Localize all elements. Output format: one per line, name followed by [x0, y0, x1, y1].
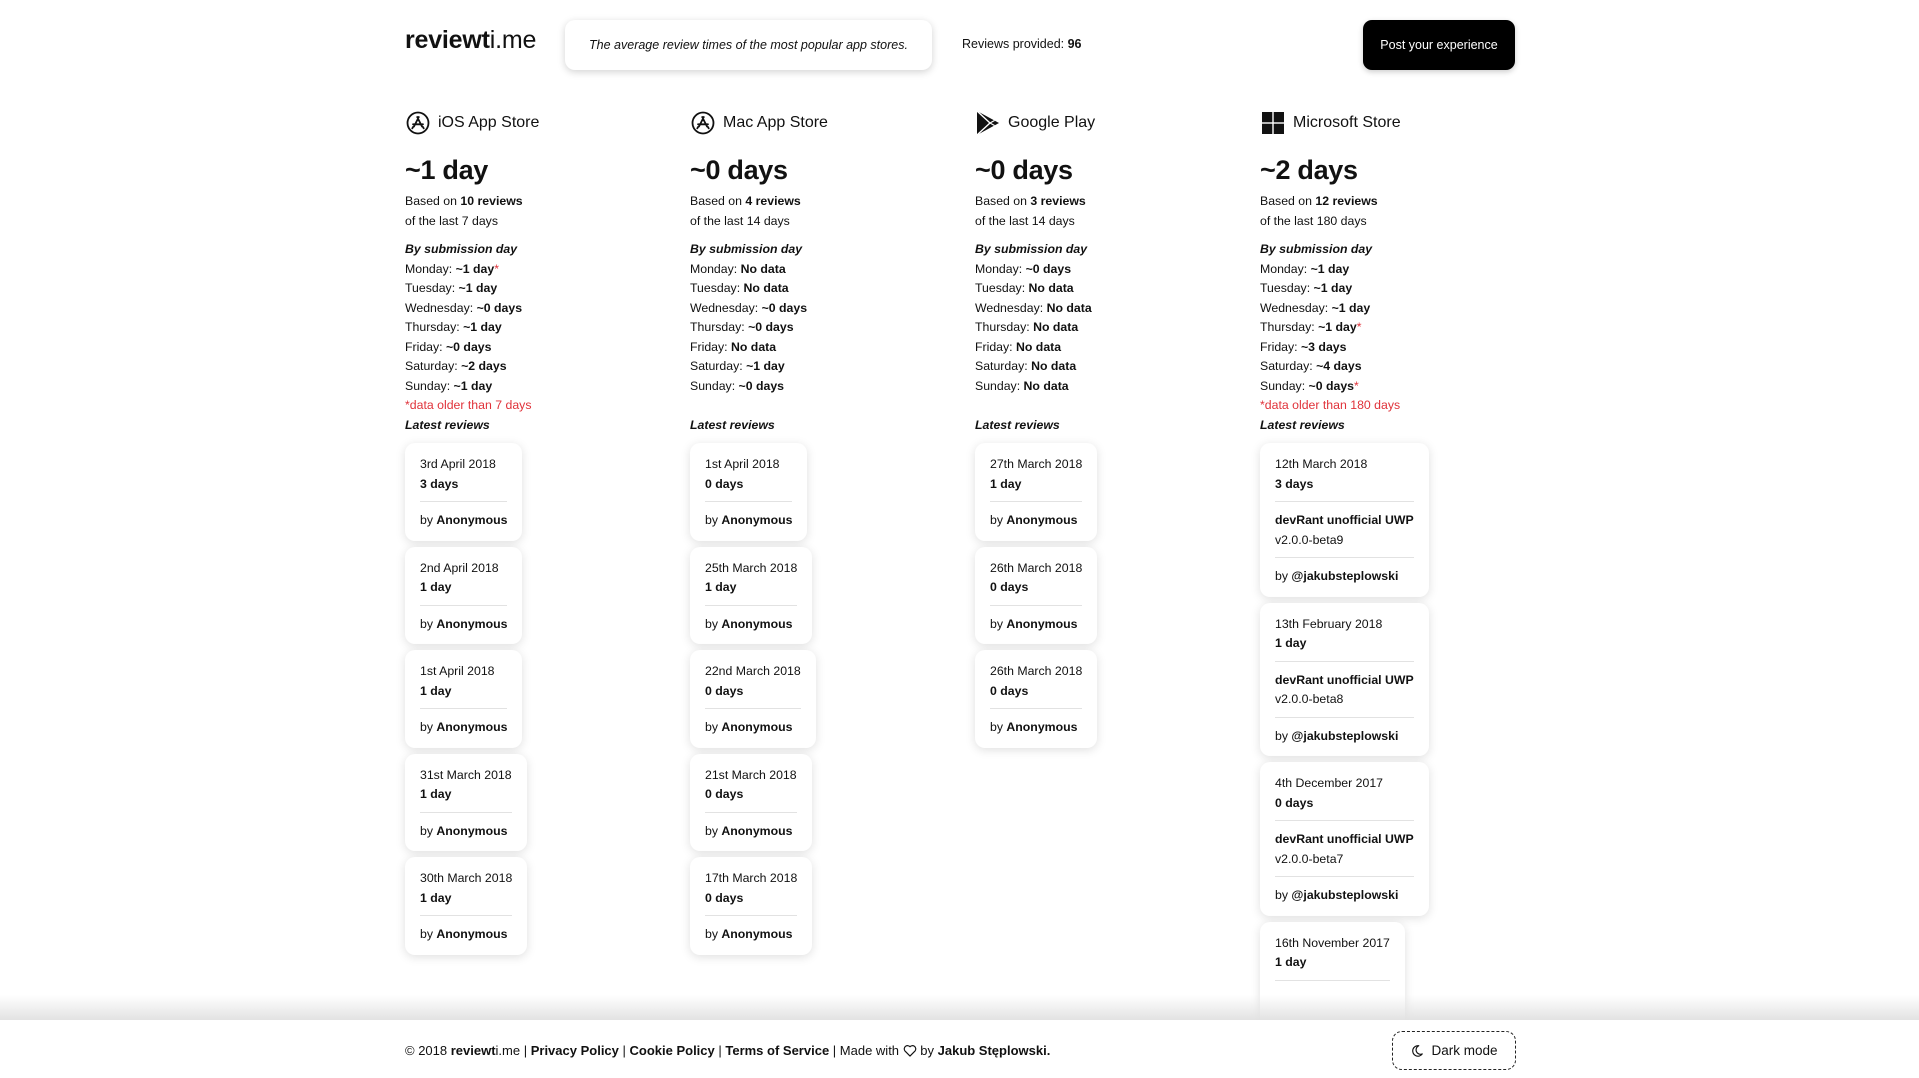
review-date: 17th March 2018	[705, 871, 798, 885]
data-age-note: *data older than 180 days	[1260, 398, 1401, 412]
review-duration: 0 days	[990, 683, 1029, 698]
day-row: Sunday: ~1 day	[405, 378, 493, 393]
average-review-time: ~0 days	[690, 155, 788, 185]
review-basis: Based on 12 reviews of the last 180 days	[1260, 194, 1378, 228]
day-row: Friday: ~3 days	[1260, 339, 1347, 354]
day-row: Wednesday: No data	[975, 300, 1092, 315]
review-list	[405, 443, 665, 955]
review-date: 30th March 2018	[420, 871, 513, 885]
store-column-ios	[405, 108, 665, 955]
divider	[420, 605, 507, 606]
review-card[interactable]	[1260, 603, 1429, 757]
app-name: devRant unofficial UWP	[1275, 672, 1414, 687]
day-row: Friday: No data	[975, 339, 1062, 354]
review-duration: 1 day	[420, 787, 452, 801]
day-row: Sunday: ~0 days	[690, 378, 785, 393]
review-author: by @jakubsteplowski	[1275, 888, 1399, 902]
latest-reviews-heading: Latest reviews	[405, 417, 490, 432]
footer-shadow	[0, 995, 1919, 1020]
latest-reviews-heading: Latest reviews	[1260, 417, 1345, 432]
review-duration: 1 day	[1275, 955, 1307, 969]
app-name: devRant unofficial UWP	[1275, 832, 1414, 846]
review-card[interactable]	[690, 754, 812, 852]
footer-brand[interactable]: reviewti.me	[450, 1043, 521, 1058]
review-date: 27th March 2018	[990, 457, 1083, 471]
divider	[420, 501, 507, 502]
store-header	[1260, 108, 1520, 138]
divider	[705, 812, 797, 813]
review-date: 12th March 2018	[1275, 457, 1368, 471]
review-list	[690, 443, 950, 955]
divider	[1275, 876, 1414, 877]
review-duration: 1 day	[705, 580, 737, 594]
review-date: 3rd April 2018	[420, 457, 496, 471]
footer-text: © 2018 reviewti.me | Privacy Policy | Cookie Policy | Terms of Service | Made with by Jakub Stęplowski.	[405, 1043, 1051, 1058]
divider	[1275, 501, 1414, 502]
day-row: Sunday: No data	[975, 378, 1069, 393]
review-duration: 0 days	[705, 476, 744, 491]
divider	[1275, 717, 1414, 718]
day-row: Tuesday: ~1 day	[1260, 281, 1353, 295]
divider	[990, 501, 1082, 502]
day-row: Thursday: ~0 days	[690, 320, 794, 334]
divider	[1275, 557, 1414, 558]
divider	[420, 708, 507, 709]
review-card[interactable]	[975, 650, 1097, 748]
review-card[interactable]	[690, 857, 812, 955]
post-experience-button[interactable]: Post your experience	[1363, 20, 1515, 70]
store-column-google-play	[975, 108, 1235, 748]
by-submission-day-heading: By submission day	[1260, 242, 1373, 256]
divider	[1275, 980, 1390, 981]
review-date: 22nd March 2018	[705, 664, 801, 678]
review-date: 26th March 2018	[990, 664, 1083, 678]
latest-reviews-heading: Latest reviews	[690, 417, 775, 432]
store-name: Microsoft Store	[1293, 114, 1401, 131]
day-row: Thursday: ~1 day*	[1260, 320, 1362, 334]
divider	[1275, 820, 1414, 821]
review-author: by Anonymous	[705, 720, 793, 734]
review-card[interactable]	[975, 443, 1097, 541]
app-name: devRant unofficial UWP	[1275, 513, 1414, 527]
day-row: Tuesday: No data	[975, 281, 1074, 295]
review-date: 13th February 2018	[1275, 616, 1383, 631]
divider	[705, 708, 801, 709]
store-header	[405, 108, 665, 138]
day-row: Saturday: No data	[975, 359, 1077, 373]
average-review-time: ~2 days	[1260, 155, 1358, 185]
divider	[705, 605, 797, 606]
average-review-time: ~0 days	[975, 155, 1073, 185]
day-row: Thursday: No data	[975, 320, 1079, 334]
review-author: by Anonymous	[990, 720, 1078, 734]
footer	[0, 1020, 1919, 1078]
moon-icon	[1410, 1044, 1424, 1058]
review-author: by Anonymous	[420, 720, 508, 734]
app-store-icon	[405, 110, 431, 136]
store-name: Mac App Store	[723, 114, 828, 131]
review-duration: 1 day	[420, 580, 452, 594]
app-version: v2.0.0-beta7	[1275, 851, 1344, 866]
dark-mode-toggle[interactable]: Dark mode	[1392, 1031, 1516, 1070]
day-row: Sunday: ~0 days*	[1260, 378, 1359, 393]
divider	[990, 708, 1082, 709]
review-duration: 0 days	[990, 580, 1029, 594]
by-submission-day-heading: By submission day	[975, 242, 1088, 256]
review-duration: 3 days	[1275, 476, 1314, 491]
review-card[interactable]	[1260, 762, 1429, 916]
note-spacer	[975, 396, 1235, 416]
note-spacer	[690, 396, 950, 416]
app-version: v2.0.0-beta8	[1275, 692, 1344, 706]
day-row: Monday: No data	[690, 261, 786, 276]
review-author: by @jakubsteplowski	[1275, 569, 1399, 583]
review-card[interactable]	[690, 650, 816, 748]
review-date: 25th March 2018	[705, 560, 798, 575]
review-author: by Anonymous	[705, 616, 793, 631]
store-name: iOS App Store	[438, 114, 540, 131]
review-card[interactable]	[405, 857, 527, 955]
author-link[interactable]: Jakub Stęplowski.	[937, 1043, 1051, 1058]
heart-icon	[903, 1044, 917, 1060]
divider	[705, 915, 797, 916]
review-list	[1260, 443, 1520, 1020]
day-row: Wednesday: ~0 days	[405, 300, 523, 315]
day-row: Saturday: ~1 day	[690, 359, 785, 373]
review-card[interactable]	[1260, 443, 1429, 597]
review-duration: 0 days	[1275, 795, 1314, 810]
review-author: by Anonymous	[420, 823, 508, 838]
review-card[interactable]	[405, 547, 522, 645]
review-author: by Anonymous	[705, 927, 793, 941]
app-store-icon	[690, 110, 716, 136]
day-row: Thursday: ~1 day	[405, 320, 502, 334]
tagline: The average review times of the most popular app stores.	[565, 20, 932, 70]
day-row: Tuesday: ~1 day	[405, 281, 498, 295]
review-card[interactable]	[690, 443, 807, 541]
divider	[420, 812, 512, 813]
day-row: Friday: No data	[690, 339, 777, 354]
review-duration: 0 days	[705, 683, 744, 698]
review-date: 2nd April 2018	[420, 560, 499, 575]
review-date: 1st April 2018	[705, 457, 780, 471]
divider	[705, 501, 792, 502]
day-row: Saturday: ~2 days	[405, 359, 507, 373]
review-author: by Anonymous	[420, 513, 508, 527]
day-row: Monday: ~1 day*	[405, 261, 500, 276]
by-submission-day-heading: By submission day	[405, 242, 518, 256]
review-basis: Based on 10 reviews of the last 7 days	[405, 194, 523, 228]
data-age-note: *data older than 7 days	[405, 398, 532, 412]
by-submission-day-heading: By submission day	[690, 242, 803, 256]
review-duration: 0 days	[705, 787, 744, 801]
day-row: Monday: ~0 days	[975, 261, 1072, 276]
store-column-microsoft	[1260, 108, 1520, 1020]
day-row: Monday: ~1 day	[1260, 261, 1350, 276]
review-date: 21st March 2018	[705, 767, 797, 782]
latest-reviews-heading: Latest reviews	[975, 417, 1060, 432]
logo[interactable]: reviewti.me	[405, 26, 537, 54]
privacy-policy-link[interactable]: Privacy Policy	[530, 1043, 619, 1058]
divider	[990, 605, 1082, 606]
divider	[420, 915, 512, 916]
divider	[1275, 661, 1414, 662]
review-card[interactable]	[975, 547, 1097, 645]
store-header	[690, 108, 950, 138]
review-duration: 1 day	[1275, 636, 1307, 650]
review-card[interactable]	[405, 443, 522, 541]
store-column-mac	[690, 108, 950, 955]
review-author: by Anonymous	[420, 616, 508, 631]
review-duration: 3 days	[420, 476, 459, 491]
day-row: Wednesday: ~0 days	[690, 300, 808, 315]
review-author: by Anonymous	[705, 513, 793, 527]
average-review-time: ~1 day	[405, 155, 489, 185]
review-duration: 1 day	[420, 890, 452, 905]
store-name: Google Play	[1008, 114, 1096, 131]
day-row: Friday: ~0 days	[405, 339, 492, 354]
review-date: 1st April 2018	[420, 664, 495, 678]
review-basis: Based on 4 reviews of the last 14 days	[690, 194, 801, 228]
reviews-provided: Reviews provided: 96	[962, 37, 1082, 51]
review-author: by Anonymous	[420, 927, 508, 941]
review-date: 16th November 2017	[1275, 935, 1390, 950]
review-card[interactable]	[405, 650, 522, 748]
review-author: by Anonymous	[705, 823, 793, 838]
day-row: Tuesday: No data	[690, 281, 789, 295]
review-card[interactable]	[405, 754, 527, 852]
reviews-count-value: 96	[1067, 37, 1082, 51]
review-author: by Anonymous	[990, 616, 1078, 631]
day-row: Wednesday: ~1 day	[1260, 300, 1371, 315]
review-list	[975, 443, 1235, 748]
cookie-policy-link[interactable]: Cookie Policy	[629, 1043, 715, 1058]
review-basis: Based on 3 reviews of the last 14 days	[975, 194, 1086, 228]
review-duration: 0 days	[705, 890, 744, 905]
review-duration: 1 day	[420, 683, 452, 698]
google-play-icon	[975, 110, 1001, 136]
review-card[interactable]	[690, 547, 812, 645]
review-date: 4th December 2017	[1275, 776, 1384, 790]
review-date: 31st March 2018	[420, 767, 512, 782]
windows-icon	[1260, 110, 1286, 136]
review-author: by Anonymous	[990, 513, 1078, 527]
review-duration: 1 day	[990, 476, 1022, 491]
terms-of-service-link[interactable]: Terms of Service	[725, 1043, 830, 1058]
day-row: Saturday: ~4 days	[1260, 359, 1362, 373]
store-header	[975, 108, 1235, 138]
app-version: v2.0.0-beta9	[1275, 532, 1344, 547]
review-date: 26th March 2018	[990, 560, 1083, 575]
review-author: by @jakubsteplowski	[1275, 728, 1399, 743]
